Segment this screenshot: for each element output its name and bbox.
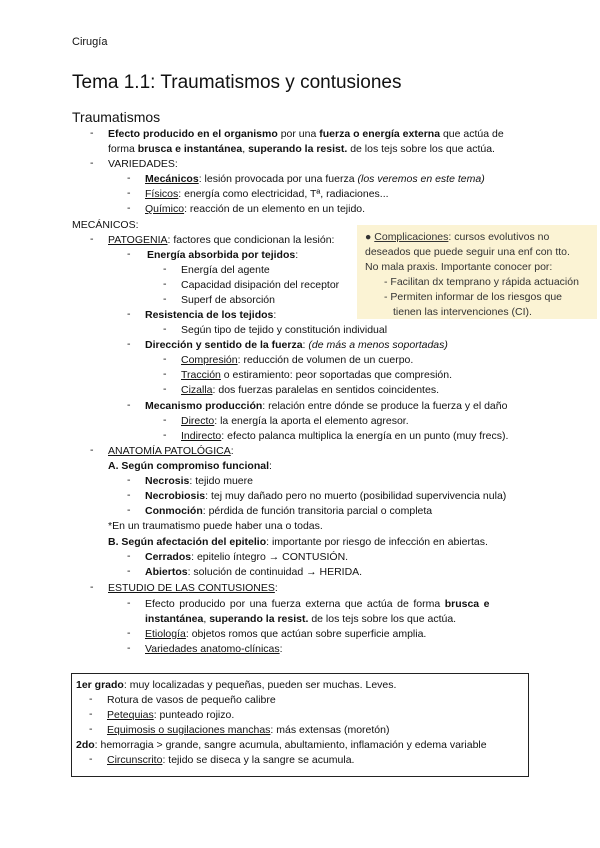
estudio-line-1: Efecto producido por una fuerza externa que actúa de forma brusca e: [145, 598, 490, 610]
bullet-dash: -: [127, 248, 131, 260]
grado-1-item: Rotura de vasos de pequeño calibre: [107, 694, 276, 706]
variedad-item: Físicos: energía como electricidad, Tª, radiaciones...: [145, 188, 389, 200]
bullet-dash: -: [163, 368, 167, 380]
bullet-dash: -: [163, 263, 167, 275]
anatomia-note: *En un traumatismo puede haber una o todas.: [108, 520, 323, 532]
bullet-dash: -: [90, 233, 94, 245]
intro-line-1: Efecto producido en el organismo por una fuerza o energía externa que actúa de: [108, 128, 504, 140]
callout-line: tienen las intervenciones (CI).: [393, 306, 532, 318]
bullet-dash: -: [127, 565, 131, 577]
resistencia-item: Según tipo de tejido y constitución individual: [181, 324, 388, 336]
mecanismo-title: Mecanismo producción: relación entre dónde se produce la fuerza y el daño: [145, 400, 508, 412]
bullet-dash: -: [90, 127, 94, 139]
bullet-dash: -: [127, 202, 131, 214]
callout-line: ● Complicaciones: cursos evolutivos no: [365, 231, 550, 243]
bullet-dash: -: [89, 723, 93, 735]
bullet-dash: -: [163, 278, 167, 290]
page-header: Cirugía: [72, 36, 108, 48]
bullet-dash: -: [127, 338, 131, 350]
bullet-dash: -: [163, 383, 167, 395]
bullet-dash: -: [127, 504, 131, 516]
bullet-dash: -: [163, 323, 167, 335]
bullet-dash: -: [163, 353, 167, 365]
variedades-label: VARIEDADES:: [108, 158, 178, 170]
bullet-dash: -: [89, 708, 93, 720]
estudio-variedades: Variedades anatomo-clínicas:: [145, 643, 283, 655]
estudio-line-2: instantánea, superando la resist. de los tejs sobre los que actúa.: [145, 613, 457, 625]
bullet-dash: -: [127, 597, 131, 609]
grado-1-item: Petequias: punteado rojizo.: [107, 709, 235, 721]
anatomia-a-item: Necrosis: tejido muere: [145, 475, 253, 487]
grado-2: 2do: hemorragia > grande, sangre acumula, abultamiento, inflamación y edema variable: [76, 739, 487, 751]
intro-line-2: forma brusca e instantánea, superando la resist. de los tejs sobre los que actúa.: [108, 143, 495, 155]
grado-2-item: Circunscrito: tejido se diseca y la sangre se acumula.: [107, 754, 355, 766]
bullet-dash: -: [127, 172, 131, 184]
grados-box: [71, 673, 529, 777]
grado-1: 1er grado: muy localizadas y pequeñas, pueden ser muchas. Leves.: [76, 679, 397, 691]
bullet-dash: -: [127, 550, 131, 562]
direccion-item: Tracción o estiramiento: peor soportadas que compresión.: [181, 369, 453, 381]
anatomia-label: ANATOMÍA PATOLÓGICA:: [108, 445, 234, 457]
energia-item: Energía del agente: [181, 264, 270, 276]
anatomia-a-item: Necrobiosis: tej muy dañado pero no muerto (posibilidad supervivencia nula): [145, 490, 507, 502]
bullet-dash: -: [90, 581, 94, 593]
bullet-dash: -: [127, 474, 131, 486]
energia-title: Energía absorbida por tejidos:: [147, 249, 299, 261]
bullet-dash: -: [90, 444, 94, 456]
bullet-dash: -: [163, 429, 167, 441]
bullet-dash: -: [163, 414, 167, 426]
callout-line: - Facilitan dx temprano y rápida actuación: [384, 276, 579, 288]
anatomia-b-item: Abiertos: solución de continuidad → HERIDA.: [145, 566, 363, 578]
bullet-dash: -: [127, 627, 131, 639]
bullet-dash: -: [127, 642, 131, 654]
mecanicos-label: MECÁNICOS:: [72, 219, 139, 231]
direccion-item: Compresión: reducción de volumen de un cuerpo.: [181, 354, 414, 366]
energia-item: Superf de absorción: [181, 294, 275, 306]
patogenia: PATOGENIA: factores que condicionan la lesión:: [108, 234, 335, 246]
bullet-dash: -: [163, 293, 167, 305]
variedad-item: Químico: reacción de un elemento en un tejido.: [145, 203, 366, 215]
direccion-item: Cizalla: dos fuerzas paralelas en sentidos coincidentes.: [181, 384, 439, 396]
mecanismo-item: Directo: la energía la aporta el elemento agresor.: [181, 415, 409, 427]
page-title: Tema 1.1: Traumatismos y contusiones: [72, 72, 402, 93]
energia-item: Capacidad disipación del receptor: [181, 279, 340, 291]
callout-line: deseados que puede seguir una enf con tto.: [365, 246, 570, 258]
estudio-label: ESTUDIO DE LAS CONTUSIONES:: [108, 582, 278, 594]
variedad-item: Mecánicos: lesión provocada por una fuerza (los veremos en este tema): [145, 173, 485, 185]
bullet-dash: -: [89, 753, 93, 765]
anatomia-a-title: A. Según compromiso funcional:: [108, 460, 272, 472]
bullet-dash: -: [89, 693, 93, 705]
grado-1-item: Equimosis o sugilaciones manchas: más extensas (moretón): [107, 724, 390, 736]
bullet-dash: -: [127, 187, 131, 199]
anatomia-a-item: Conmoción: pérdida de función transitoria parcial o completa: [145, 505, 433, 517]
resistencia-title: Resistencia de los tejidos:: [145, 309, 277, 321]
bullet-dash: -: [90, 157, 94, 169]
bullet-dash: -: [127, 489, 131, 501]
section-title: Traumatismos: [72, 109, 161, 125]
mecanismo-item: Indirecto: efecto palanca multiplica la energía en un punto (muy frecs).: [181, 430, 509, 442]
bullet-dash: -: [127, 399, 131, 411]
bullet-dash: -: [127, 308, 131, 320]
anatomia-b-item: Cerrados: epitelio íntegro → CONTUSIÓN.: [145, 551, 349, 563]
callout-line: - Permiten informar de los riesgos que: [384, 291, 563, 303]
complicaciones-callout: [357, 225, 597, 319]
anatomia-b-title: B. Según afectación del epitelio: importante por riesgo de infección en abiertas.: [108, 536, 488, 548]
estudio-etiologia: Etiología: objetos romos que actúan sobre superficie amplia.: [145, 628, 427, 640]
callout-line: No mala praxis. Importante conocer por:: [365, 261, 553, 273]
direccion-title: Dirección y sentido de la fuerza: (de más a menos soportadas): [145, 339, 448, 351]
